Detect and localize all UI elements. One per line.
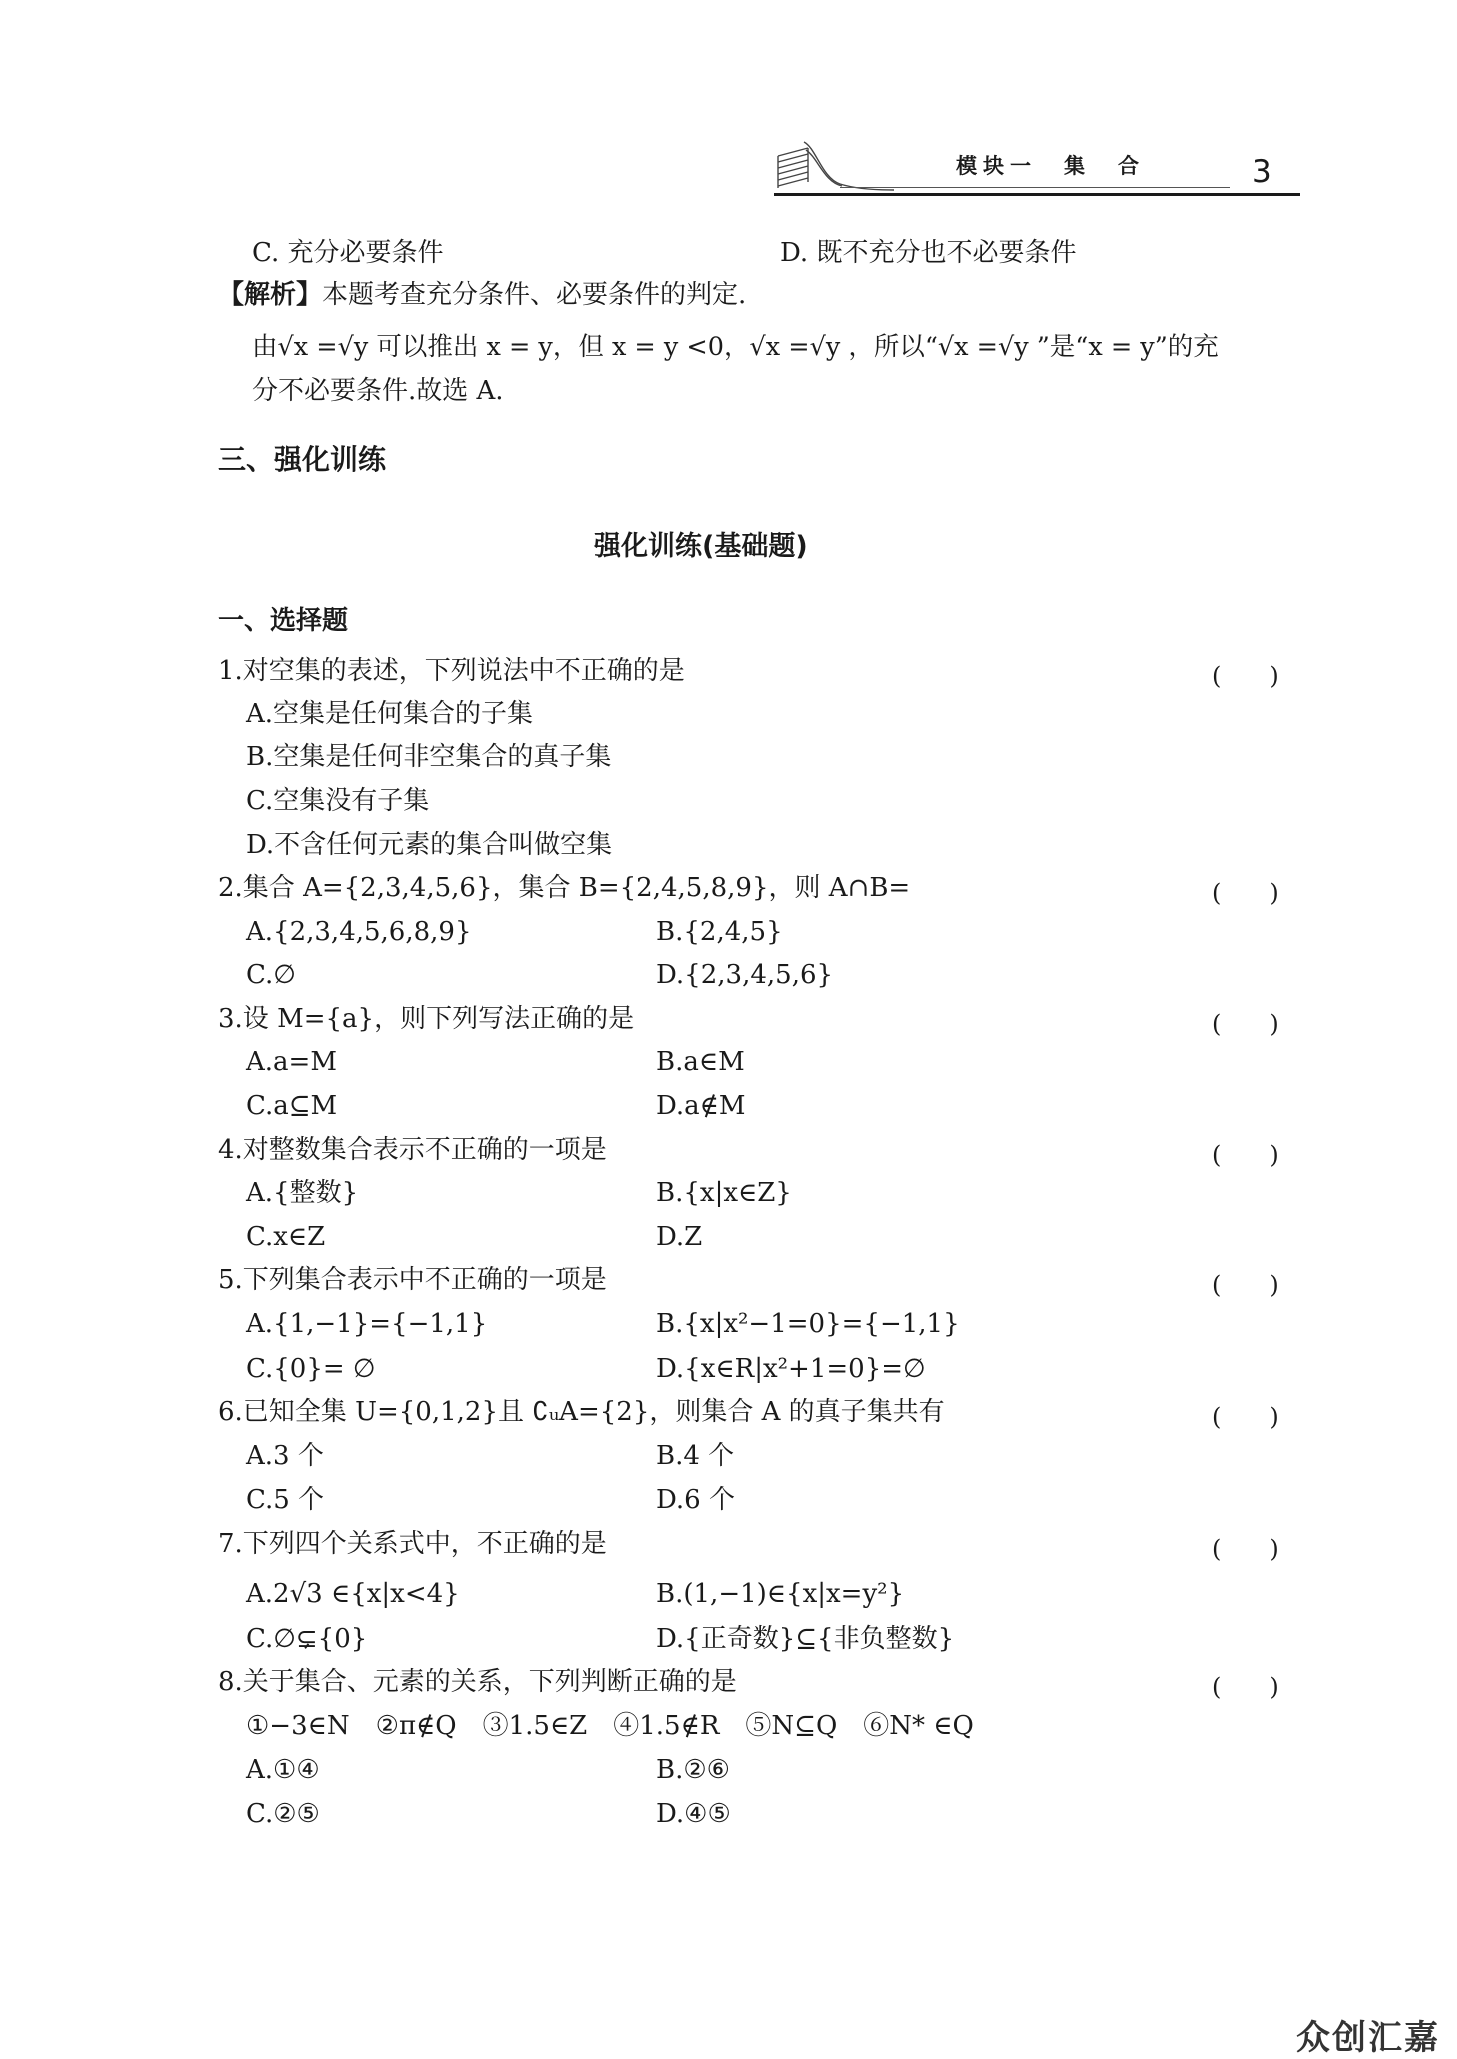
header-rule [774, 193, 1300, 196]
q1-option-a: A.空集是任何集合的子集 [246, 699, 534, 729]
q8-option-a: A.①④ [246, 1755, 320, 1785]
q4-option-a: A.{整数} [246, 1178, 359, 1208]
q1-option-b: B.空集是任何非空集合的真子集 [246, 742, 612, 772]
header-thin-rule [840, 187, 1230, 188]
q5-option-a: A.{1,−1}={−1,1} [246, 1309, 488, 1339]
q2-option-b: B.{2,4,5} [656, 917, 783, 947]
answer-blank-6[interactable]: ( ) [1212, 1403, 1279, 1431]
question-3-stem: 3.设 M={a}，则下列写法正确的是 [218, 1004, 635, 1034]
subsection-title: 强化训练(基础题) [594, 531, 808, 562]
answer-blank-1[interactable]: ( ) [1212, 662, 1279, 690]
analysis-tag: 【解析】 [218, 280, 323, 310]
q2-option-d: D.{2,3,4,5,6} [656, 960, 834, 990]
q6-option-a: A.3 个 [246, 1441, 324, 1471]
q6-option-b: B.4 个 [656, 1441, 735, 1471]
q3-option-d: D.a∉M [656, 1091, 746, 1121]
q7-option-c: C.∅⊊{0} [246, 1624, 368, 1654]
analysis-text: 本题考查充分条件、必要条件的判定. [322, 280, 747, 310]
answer-blank-5[interactable]: ( ) [1212, 1271, 1279, 1299]
answer-blank-2[interactable]: ( ) [1212, 879, 1279, 907]
q7-option-a: A.2√3 ∈{x|x<4} [246, 1579, 460, 1609]
module-title: 模块一 集 合 [956, 154, 1145, 178]
section-title: 三、强化训练 [218, 443, 387, 476]
prev-option-c: C. 充分必要条件 [252, 238, 444, 268]
q5-option-c: C.{0}= ∅ [246, 1354, 376, 1384]
q6-option-d: D.6 个 [656, 1485, 735, 1515]
q3-option-c: C.a⊆M [246, 1091, 338, 1121]
question-7-stem: 7.下列四个关系式中，不正确的是 [218, 1529, 607, 1559]
q8-statements: ①−3∈N ②π∉Q ③1.5∈Z ④1.5∉R ⑤N⊆Q ⑥N* ∈Q [246, 1711, 974, 1741]
answer-blank-8[interactable]: ( ) [1212, 1673, 1279, 1701]
analysis-line [218, 278, 746, 312]
q8-option-b: B.②⑥ [656, 1755, 730, 1785]
part-title: 一、选择题 [218, 606, 349, 636]
q4-option-c: C.x∈Z [246, 1222, 326, 1252]
q4-option-b: B.{x|x∈Z} [656, 1178, 792, 1208]
question-5-stem: 5.下列集合表示中不正确的一项是 [218, 1265, 607, 1295]
answer-blank-7[interactable]: ( ) [1212, 1535, 1279, 1563]
q7-option-b: B.(1,−1)∈{x|x=y²} [656, 1579, 905, 1609]
page-number: 3 [1252, 154, 1272, 190]
book-icon [776, 138, 896, 198]
q1-option-d: D.不含任何元素的集合叫做空集 [246, 830, 613, 860]
prev-option-d: D. 既不充分也不必要条件 [780, 238, 1077, 268]
q8-option-c: C.②⑤ [246, 1799, 320, 1829]
q8-option-d: D.④⑤ [656, 1799, 731, 1829]
q4-option-d: D.Z [656, 1222, 703, 1252]
q2-option-c: C.∅ [246, 960, 296, 990]
watermark: 众创汇嘉 [1296, 2018, 1440, 2058]
question-1-stem: 1.对空集的表述，下列说法中不正确的是 [218, 656, 685, 686]
q6-option-c: C.5 个 [246, 1485, 325, 1515]
q3-option-a: A.a=M [246, 1047, 337, 1077]
q2-option-a: A.{2,3,4,5,6,8,9} [246, 917, 472, 947]
q1-option-c: C.空集没有子集 [246, 786, 430, 816]
q5-option-d: D.{x∈R|x²+1=0}=∅ [656, 1354, 926, 1384]
q7-option-d: D.{正奇数}⊆{非负整数} [656, 1624, 955, 1654]
q5-option-b: B.{x|x²−1=0}={−1,1} [656, 1309, 960, 1339]
explanation-line-2: 分不必要条件.故选 A. [252, 376, 504, 406]
question-4-stem: 4.对整数集合表示不正确的一项是 [218, 1135, 607, 1165]
question-8-stem: 8.关于集合、元素的关系，下列判断正确的是 [218, 1667, 737, 1697]
question-6-stem: 6.已知全集 U={0,1,2}且 ∁ᵤA={2}，则集合 A 的真子集共有 [218, 1397, 945, 1427]
q3-option-b: B.a∈M [656, 1047, 745, 1077]
explanation-line-1: 由√x =√y 可以推出 x = y，但 x = y <0，√x =√y ，所以“√x =√y ”是“x = y”的充 [252, 332, 1219, 362]
question-2-stem: 2.集合 A={2,3,4,5,6}，集合 B={2,4,5,8,9}，则 A∩B= [218, 873, 911, 903]
answer-blank-3[interactable]: ( ) [1212, 1010, 1279, 1038]
answer-blank-4[interactable]: ( ) [1212, 1141, 1279, 1169]
